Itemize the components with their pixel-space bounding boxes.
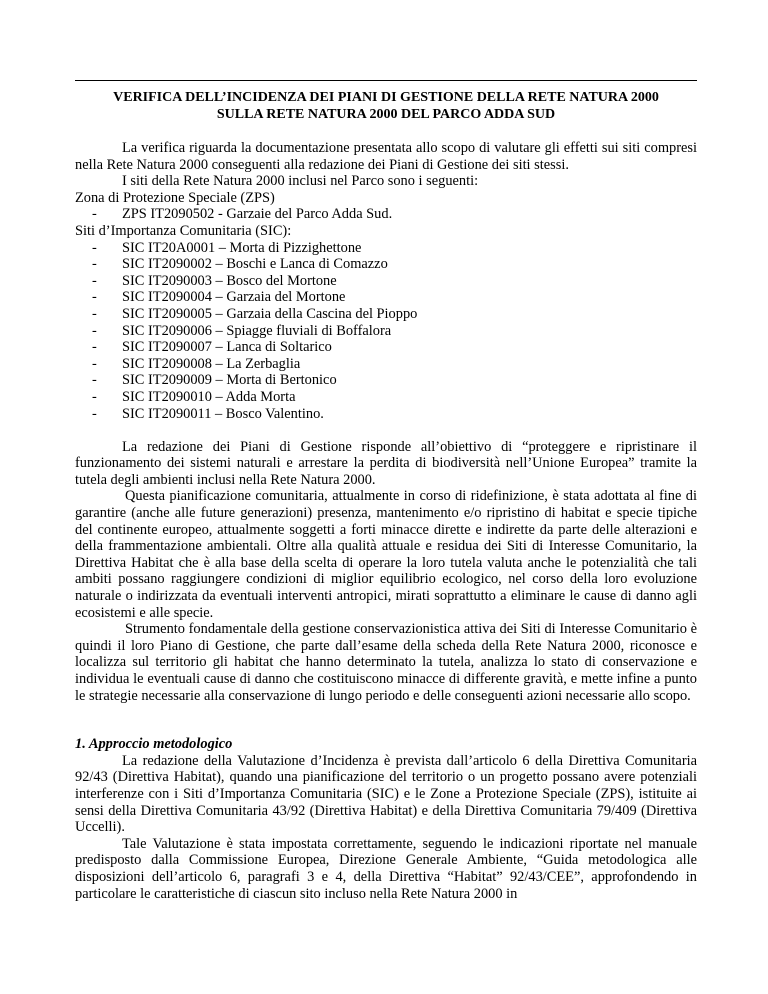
list-item: - SIC IT2090005 – Garzaia della Cascina del Pioppo [92,305,418,322]
list-item: - ZPS IT2090502 - Garzaie del Parco Adda Sud. [92,206,393,223]
dash-bullet: - [92,339,97,356]
sic-list [75,240,697,423]
list-item: - SIC IT2090010 – Adda Morta [92,388,296,405]
list-item: - SIC IT2090008 – La Zerbaglia [92,355,301,372]
zps-heading: Zona di Protezione Speciale (ZPS) [75,189,275,206]
list-item: - SIC IT2090004 – Garzaia del Mortone [92,289,346,306]
dash-bullet: - [92,289,97,306]
dash-bullet: - [92,372,97,389]
list-item: - SIC IT2090011 – Bosco Valentino. [92,405,324,422]
dash-bullet: - [92,388,97,405]
list-item: - SIC IT20A0001 – Morta di Pizzighettone [92,239,362,256]
sic-heading: Siti d’Importanza Comunitaria (SIC): [75,222,292,239]
document-page [75,80,697,902]
dash-bullet: - [92,239,97,256]
list-item: - SIC IT2090009 – Morta di Bertonico [92,372,337,389]
section-1-heading: 1. Approccio metodologico [75,736,233,753]
list-item: - SIC IT2090006 – Spiagge fluviali di Boffalora [92,322,392,339]
body-paragraph-3: Strumento fondamentale della gestione conservazionistica attiva dei Siti di Interesse Comunitario è quindi il loro Piano di Gestione, che parte dall’esame della scheda della Rete Natura 2000, riconosce e localizza sul territorio gli habitat che hanno determinato la tutela, analizza lo stato di conservazione e individua le eventuali cause di danno che costituiscono minacce di differente gravità, e mette infine a punto le strategie necessarie alla conservazione di lungo periodo e delle conseguenti azioni necessarie allo scopo. [75,621,697,704]
list-item: - SIC IT2090003 – Bosco del Mortone [92,272,337,289]
intro-paragraph-1: La verifica riguarda la documentazione presentata allo scopo di valutare gli effetti sui siti compresi nella Rete Natura 2000 conseguenti alla redazione dei Piani di Gestione dei siti stessi. [75,140,697,173]
title-line-2: SULLA RETE NATURA 2000 DEL PARCO ADDA SUD [216,106,556,122]
title-line-1: VERIFICA DELL’INCIDENZA DEI PIANI DI GESTIONE DELLA RETE NATURA 2000 [113,90,659,105]
section-1-paragraph-1: La redazione della Valutazione d’Incidenza è prevista dall’articolo 6 della Direttiva Comunitaria 92/43 (Direttiva Habitat), quando una pianificazione del territorio o un progetto possano avere potenziali interferenze con i Siti d’Importanza Comunitaria (SIC) e le Zone a Protezione Speciale (ZPS), istituite ai sensi della Direttiva Comunitaria 43/92 (Direttiva Habitat) e della Direttiva Comunitaria 79/409 (Direttiva Uccelli). [75,752,697,836]
dash-bullet: - [92,322,97,339]
dash-bullet: - [92,206,97,223]
body-paragraph-2: Questa pianificazione comunitaria, attualmente in corso di ridefinizione, è stata adottata al fine di garantire (anche alle future generazioni) presenza, mantenimento e/o ripristino di habitat e specie tipiche del continente europeo, attualmente soggetti a forti minacce dirette e indirette da parte delle alterazioni e della frammentazione ambientali. Oltre alla qualità attuale e residua dei Siti di Interesse Comunitario, la Direttiva Habitat che è alla base della scelta di operare la loro tutela valuta anche le potenzialità che tali ambiti possano raggiungere condizioni di miglior equilibrio ecologico, nel corso della loro evoluzione naturale o indirizzata da eventuali interventi antropici, mirati soprattutto a eliminare le cause di danno agli ecosistemi e alle specie. [75,488,697,621]
body-paragraph-1: La redazione dei Piani di Gestione risponde all’obiettivo di “proteggere e ripristinare il funzionamento dei sistemi naturali e arrestare la perdita di biodiversità nell’Unione Europea” tramite la tutela degli ambienti inclusi nella Rete Natura 2000. [75,438,697,488]
list-item: - SIC IT2090007 – Lanca di Soltarico [92,339,332,356]
dash-bullet: - [92,355,97,372]
list-item: - SIC IT2090002 – Boschi e Lanca di Comazzo [92,256,388,273]
intro-paragraph-2: I siti della Rete Natura 2000 inclusi nel Parco sono i seguenti: [122,173,479,190]
top-rule [75,80,697,81]
dash-bullet: - [92,305,97,322]
zps-list [75,206,697,223]
dash-bullet: - [92,405,97,422]
dash-bullet: - [92,256,97,273]
document-title [75,90,697,123]
dash-bullet: - [92,272,97,289]
section-1-paragraph-2: Tale Valutazione è stata impostata correttamente, seguendo le indicazioni riportate nel manuale predisposto dalla Commissione Europea, Direzione Generale Ambiente, “Guida metodologica alle disposizioni dell’articolo 6, paragrafi 3 e 4, della Direttiva “Habitat” 92/43/CEE”, approfondendo in particolare le caratteristiche di ciascun sito incluso nella Rete Natura 2000 in [75,835,697,902]
